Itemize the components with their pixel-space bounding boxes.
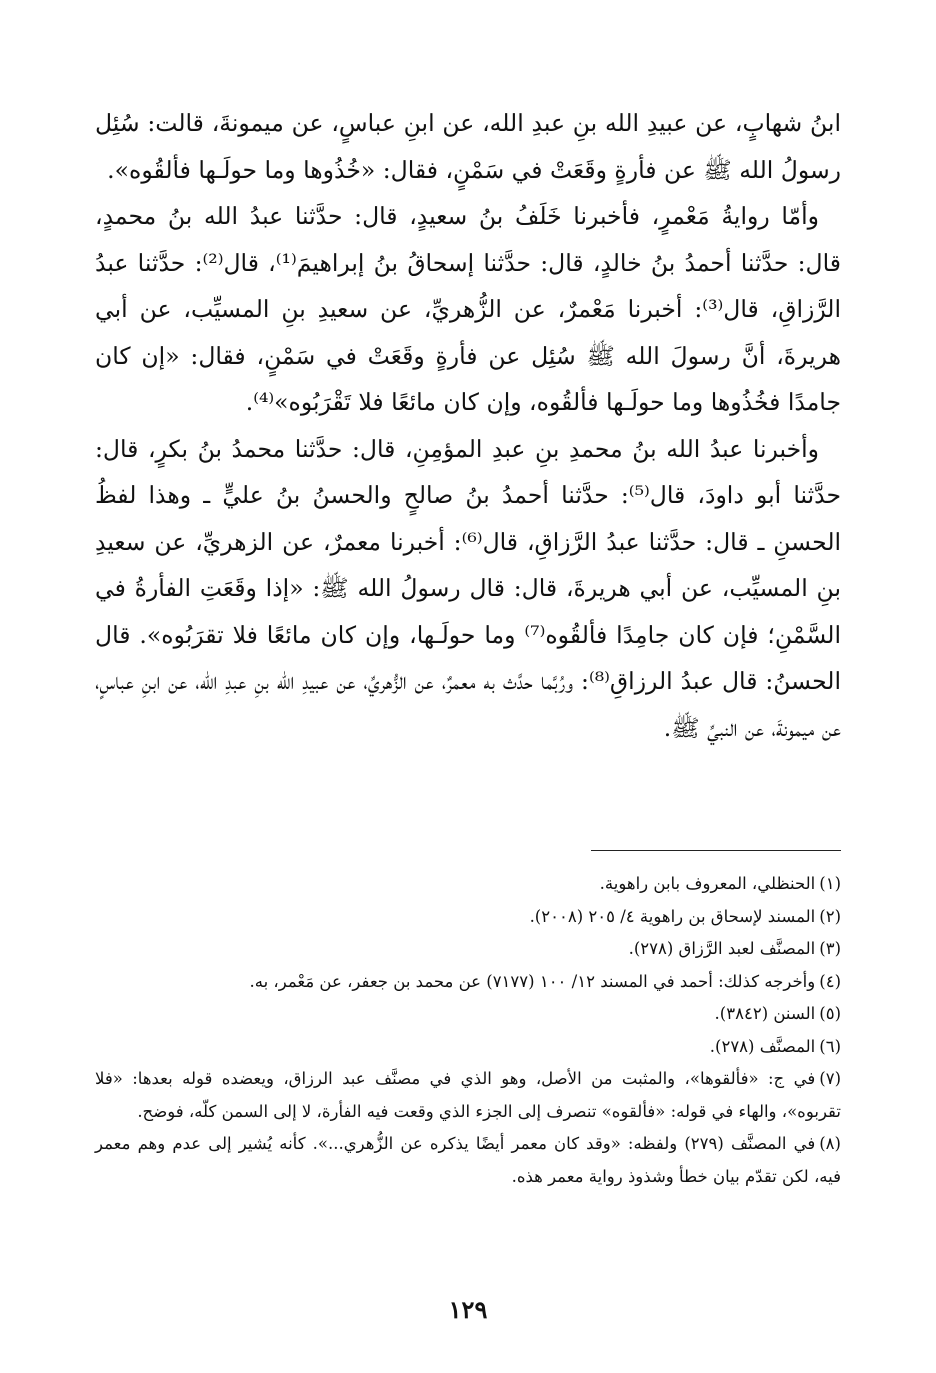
footnote-number: (٧) xyxy=(819,1069,842,1088)
footnote-1 xyxy=(95,868,841,901)
footnote-text: المسند لإسحاق بن راهوية ٤/ ٢٠٥ (٢٠٠٨). xyxy=(529,906,816,926)
footnote-number: (٤) xyxy=(819,971,841,991)
footnote-7 xyxy=(95,1063,841,1128)
footnote-number: (٨) xyxy=(819,1134,841,1153)
page-number: ١٢٩ xyxy=(448,1295,488,1324)
footnote-3 xyxy=(95,933,841,966)
footnote-text: المصنَّف (٢٧٨). xyxy=(709,1036,816,1056)
footnotes xyxy=(95,868,841,1193)
footnote-2 xyxy=(95,901,841,934)
footnote-number: (٦) xyxy=(819,1036,841,1056)
footnote-text: في ج: «فألقوها»، والمثبت من الأصل، وهو الذي في مصنَّف عبد الرزاق، ويعضده قوله بعدها: «فلا تقربوه»، والهاء في قوله: «فألقوه» تنصرف إلى الجزء الذي وقعت فيه الفأرة، لا إلى السمن كلّه، فوضح. xyxy=(95,1069,841,1121)
footnote-text: السنن (٣٨٤٢). xyxy=(714,1004,816,1023)
footnote-number: (١) xyxy=(819,874,841,893)
footnote-number: (٥) xyxy=(819,1004,841,1023)
paragraph-2: وأمّا روايةُ مَعْمرٍ، فأخبرنا خَلَفُ بنُ سعيدٍ، قال: حدَّثنا عبدُ الله بنُ محمدٍ، قال: حدَّثنا أحمدُ بنُ خالدٍ، قال: حدَّثنا إسحاقُ بنُ إبراهيمَ⁽¹⁾، قال⁽²⁾: حدَّثنا عبدُ الرَّزاقِ، قال⁽³⁾: أخبرنا مَعْمرٌ، عن الزُّهريِّ، عن سعيدِ بنِ المسيِّب، عن أبي هريرةَ، أنَّ رسولَ الله ﷺ سُئِل عن فأرةٍ وقَعَتْ في سَمْنٍ، فقال: «إن كان جامدًا فخُذُوها وما حولَـها فألقُوه، وإن كان مائعًا فلا تَقْرَبُوه»⁽⁴⁾. xyxy=(95,202,841,416)
footnote-number: (٣) xyxy=(819,939,841,958)
footnote-number: (٢) xyxy=(819,906,841,926)
footnote-5 xyxy=(95,998,841,1031)
footnote-8 xyxy=(95,1128,841,1193)
footnote-text: وأخرجه كذلك: أحمد في المسند ١٢/ ١٠٠ (٧١٧٧) عن محمد بن جعفر، عن مَعْمر، به. xyxy=(249,971,816,991)
footnote-text: في المصنَّف (٢٧٩) ولفظه: «وقد كان معمر أيضًا يذكره عن الزُّهري...». كأنه يُشير إلى عدم وهم معمر فيه، لكن تقدّم بيان خطأ وشذوذ رواية معمر هذه. xyxy=(95,1134,841,1186)
main-text xyxy=(95,100,841,751)
paragraph-1: ابنُ شهابٍ، عن عبيدِ الله بنِ عبدِ الله، عن ابنِ عباسٍ، عن ميمونةَ، قالت: سُئِل رسولُ الله ﷺ عن فأرةٍ وقَعَتْ في سَمْنٍ، فقال: «خُذُوها وما حولَـها فألقُوه». xyxy=(95,109,841,184)
footnote-separator xyxy=(591,850,841,851)
paragraph-3: وأخبرنا عبدُ الله بنُ محمدِ بنِ عبدِ المؤمِنِ، قال: حدَّثنا محمدُ بنُ بكرٍ، قال: حدَّثنا أبو داودَ، قال⁽⁵⁾: حدَّثنا أحمدُ بنُ صالحٍ والحسنُ بنُ عليٍّ ـ وهذا لفظُ الحسنِ ـ قال: حدَّثنا عبدُ الرَّزاقِ، قال⁽⁶⁾: أخبرنا معمرٌ، عن الزهريِّ، عن سعيدِ بنِ المسيِّب، عن أبي هريرةَ، قال: قال رسولُ الله ﷺ: «إذا وقَعَتِ الفأرةُ في السَّمْنِ؛ فإن كان جامِدًا فألقُوه⁽⁷⁾ وما حولَـها، وإن كان مائعًا فلا تقرَبُوه». قال الحسنُ: قال عبدُ الرزاقِ⁽⁸⁾: ورُبَّما حدَّث به معمرٌ، عن الزُّهريِّ، عن عبيدِ الله بنِ عبدِ الله، عن ابنِ عباسٍ، عن ميمونةَ، عن النبيِّ ﷺ. xyxy=(95,434,842,742)
footnote-text: الحنظلي، المعروف بابن راهوية. xyxy=(599,874,816,893)
footnote-6 xyxy=(95,1031,841,1064)
footnote-text: المصنَّف لعبد الرَّزاق (٢٧٨). xyxy=(628,939,816,958)
footnote-4 xyxy=(95,966,841,999)
